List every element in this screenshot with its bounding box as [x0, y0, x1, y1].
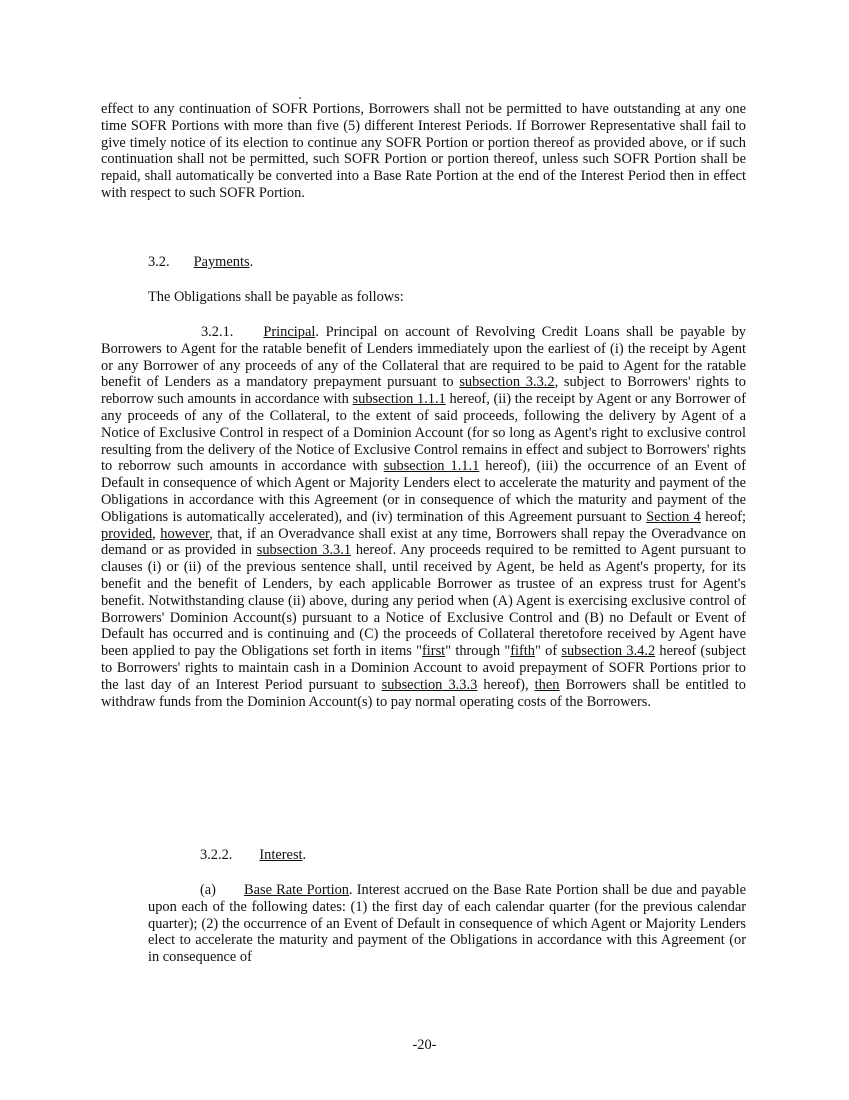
- cross-reference: subsection 3.4.2: [561, 643, 656, 660]
- section-number: 3.2.2.: [200, 847, 233, 863]
- cross-reference: subsection 3.3.3: [381, 676, 478, 693]
- section-3-2-2-heading: 3.2.2. Interest.: [200, 847, 307, 863]
- cross-reference: Section 4: [646, 508, 701, 525]
- emphasized-term: provided: [101, 525, 153, 542]
- cross-reference: subsection 1.1.1: [352, 391, 446, 408]
- scan-mark: [299, 97, 301, 99]
- emphasized-term: however: [160, 525, 210, 542]
- emphasized-term: then: [534, 676, 560, 693]
- paragraph-title: Base Rate Portion: [243, 882, 349, 898]
- paragraph-a: (a) Base Rate Portion. Interest accrued on the Base Rate Portion shall be due and payable upon each of the following dates: (1) the first day of each calendar quarter (for the previous calendar quarter); (2) the occurrence of an Event of Default in consequence of which Agent or Majority Lenders elect to accelerate the maturity and payment of the Obligations in accordance with this Agreement (or in consequence of: [148, 882, 746, 966]
- section-3-2-1-paragraph: 3.2.1. Principal. Principal on account of Revolving Credit Loans shall be payable by Borrowers to Agent for the ratable benefit of Lenders immediately upon the earliest of (i) the receipt by Agent or any Borrower of any proceeds of any of the Collateral that are required to be paid to Agent for the ratable benefit of Lenders as a mandatory prepayment pursuant to subsection 3.3.2, subject to Borrowers' rights to reborrow such amounts in accordance with subsection 1.1.1 hereof, (ii) the receipt by Agent or any Borrower of any proceeds of any of the Collateral, to the extent of said proceeds, following the delivery by Agent of a Notice of Exclusive Control in respect of a Dominion Account (for so long as Agent's right to exclusive control resulting from the delivery of the Notice of Exclusive Control remains in effect and subject to Borrowers' rights to reborrow such amounts in accordance with subsection 1.1.1 hereof), (iii) the occurrence of an Event of Default in consequence of which Agent or Majority Lenders elect to accelerate the maturity and payment of the Obligations in accordance with this Agreement (or in consequence of which the maturity and payment of the Obligations is automatically accelerated), and (iv) termination of this Agreement pursuant to Section 4 hereof; provided, however, that, if an Overadvance shall exist at any time, Borrowers shall repay the Overadvance on demand or as provided in subsection 3.3.1 hereof. Any proceeds required to be remitted to Agent pursuant to clauses (i) or (ii) of the previous sentence shall, until received by Agent, be held as Agent's property, for its benefit and the benefit of Lenders, by each applicable Borrower as trustee of an express trust for Agent's benefit. Notwithstanding clause (ii) above, during any period when (A) Agent is exercising exclusive control of Borrowers' Dominion Account(s) pursuant to a Notice of Exclusive Control and (B) no Default or Event of Default has occurred and is continuing and (C) the proceeds of Collateral theretofore received by Agent have been applied to pay the Obligations set forth in items "first" through "fifth" of subsection 3.4.2 hereof (subject to Borrowers' rights to maintain cash in a Dominion Account to avoid prepayment of SOFR Portions prior to the last day of an Interest Period pursuant to subsection 3.3.3 hereof), then Borrowers shall be entitled to withdraw funds from the Dominion Account(s) to pay normal operating costs of the Borrowers.: [101, 324, 747, 710]
- section-3-2-heading: 3.2. Payments.: [148, 254, 254, 270]
- obligations-intro: The Obligations shall be payable as follows:: [148, 289, 404, 305]
- emphasized-term: first: [422, 643, 446, 660]
- section-number: 3.2.: [148, 254, 170, 270]
- cross-reference: subsection 3.3.2: [459, 374, 555, 391]
- section-number: 3.2.1.: [201, 324, 234, 340]
- section-title: Principal: [263, 324, 316, 340]
- cross-reference: subsection 3.3.1: [256, 542, 352, 559]
- page-number: -20-: [412, 1037, 437, 1053]
- cross-reference: subsection 1.1.1: [383, 458, 480, 475]
- section-title: Interest: [259, 847, 303, 863]
- section-title: Payments: [193, 254, 250, 270]
- continuation-paragraph: effect to any continuation of SOFR Portions, Borrowers shall not be permitted to have outstanding at any one time SOFR Portions with more than five (5) different Interest Periods. If Borrower Representative shall fail to give timely notice of its election to continue any SOFR Portion or portion thereof as provided above, or if such continuation shall not be permitted, such SOFR Portion or portion thereof, unless such SOFR Portion shall be repaid, shall automatically be converted into a Base Rate Portion at the end of the Interest Period then in effect with respect to such SOFR Portion.: [101, 101, 746, 201]
- paragraph-label: (a): [200, 882, 216, 898]
- emphasized-term: fifth: [510, 643, 535, 660]
